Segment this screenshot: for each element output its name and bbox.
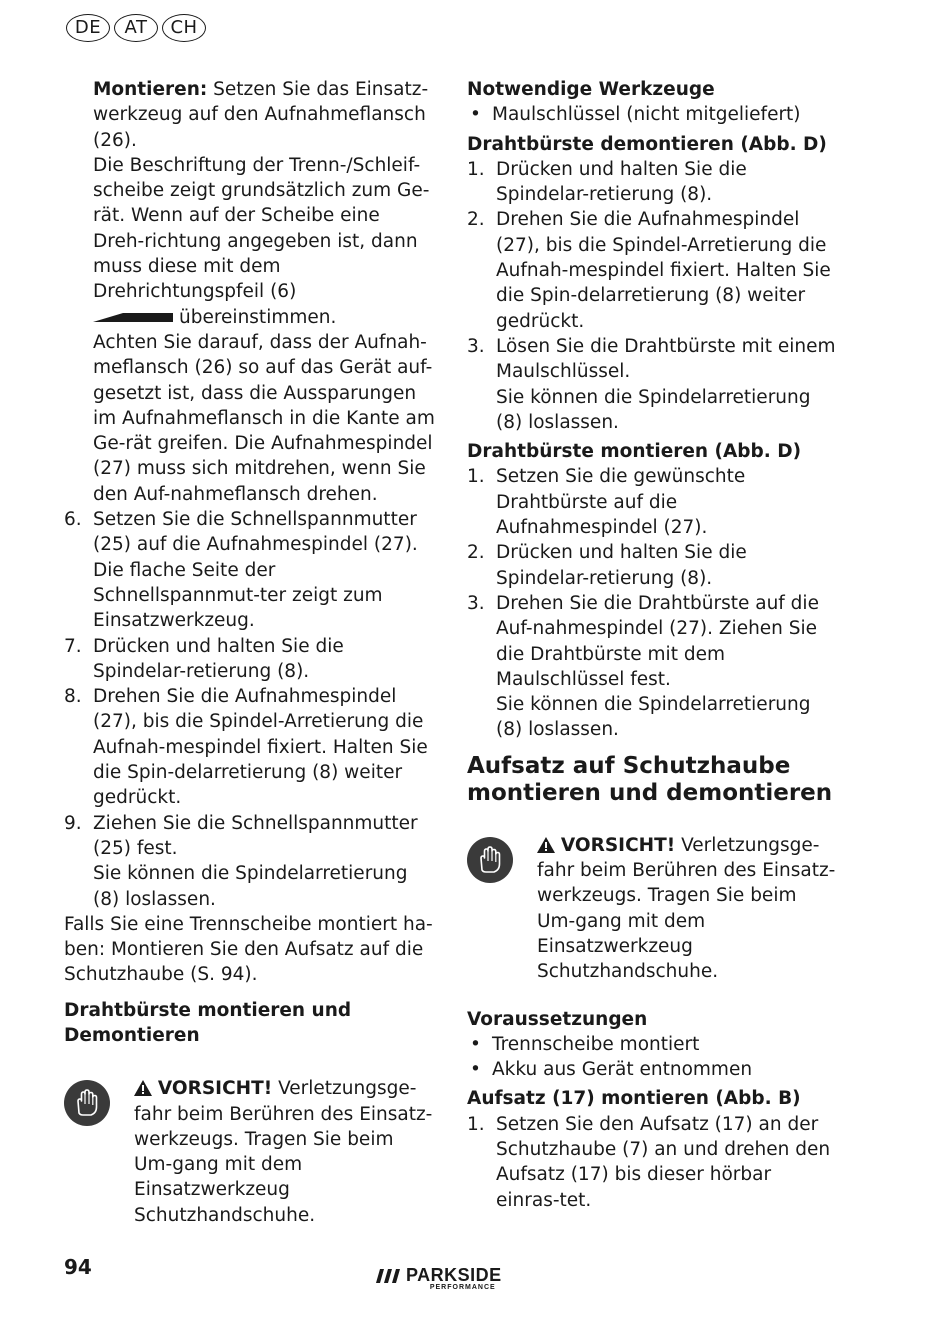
glove-icon [64,1080,110,1126]
section-title: Aufsatz auf Schutzhaube montieren und demontieren [467,752,833,806]
glove-icon [467,837,513,883]
step-8: 8. Drehen Sie die Aufnahmespindel (27), bis die Spindel-Arretierung die Aufnah-mespindel fixiert. Halten Sie die Spin-delarretierung (8) weiter gedrückt. [64,686,428,809]
loslassen-note: Sie können die Spindelarretierung (8) loslassen. [93,863,408,910]
warning-triangle-icon [134,1080,152,1096]
country-codes [66,14,206,42]
step-6: 6. Setzen Sie die Schnellspannmutter (25) auf die Aufnahmespindel (27). Die flache Seite der Schnellspannmut-ter zeigt zum Einsatzwerkzeug. [64,509,418,632]
step-7: 7. Drücken und halten Sie die Spindelar-retierung (8). [64,635,344,682]
montieren-paragraph [64,77,436,153]
mont-step-3: 3. Drehen Sie die Drahtbürste auf die Auf-nahmespindel (27). Ziehen Sie die Drahtbürste mit dem Maulschlüssel fest. [467,592,819,690]
demont-step-2: 2. Drehen Sie die Aufnahmespindel (27), bis die Spindel-Arretierung die Aufnah-mespindel fixiert. Halten Sie die Spin-delarretierung (8) weiter gedrückt. [467,209,831,332]
tools-heading: Notwendige Werkzeuge [467,79,715,100]
mont-step-2: 2. Drücken und halten Sie die Spindelar-retierung (8). [467,542,747,589]
mont-step-1: 1. Setzen Sie die gewünschte Drahtbürste auf die Aufnahmespindel (27). [467,466,746,539]
brand-name: PARKSIDE [406,1265,502,1285]
country-at: AT [114,14,158,42]
rotation-arrow-icon [93,309,173,325]
aufsatz-heading: Aufsatz (17) montieren (Abb. B) [467,1088,801,1110]
brand-logo [376,1265,502,1291]
drahtbuerste-heading: Drahtbürste montieren und Demontieren [64,999,352,1046]
step-9: 9. Ziehen Sie die Schnellspannmutter (25) fest. [64,812,418,859]
vor-item-2: • Akku aus Gerät entnommen [470,1059,753,1081]
country-de: DE [66,14,110,42]
right-column [467,77,839,1213]
arrow-line [64,305,436,330]
demont-loslassen: Sie können die Spindelarretierung (8) loslassen. [496,386,811,433]
parkside-stripes-icon [376,1269,400,1283]
demont-step-1: 1. Drücken und halten Sie die Spindelar-retierung (8). [467,158,747,206]
country-ch: CH [162,14,206,42]
warning-text-left: VORSICHT! Verletzungsge-fahr beim Berühren des Einsatz-werkzeugs. Tragen Sie beim Um-gang mit dem Einsatzwerkzeug Schutzhandschuhe. [134,1078,433,1226]
brand-sub: PERFORMANCE [429,1284,496,1291]
achten-paragraph: Achten Sie darauf, dass der Aufnah-meflansch (26) so auf das Gerät auf-gesetzt ist, dass die Aussparungen im Aufnahmeflansch in die Kante am Ge-rät greifen. Die Aufnahmespindel (27) muss sich mitdrehen, wenn Sie den Auf-nahmeflansch drehen. [93,331,435,505]
vor-item-1: • Trennscheibe montiert [470,1033,700,1055]
warning-label-right: VORSICHT! [560,834,676,856]
warning-box-left [64,1076,436,1228]
montieren-label: Montieren: [93,79,208,100]
mont-loslassen: Sie können die Spindelarretierung (8) loslassen. [496,694,811,741]
uebereinstimmen-text: übereinstimmen. [179,306,337,328]
aufsatz-step-1: 1. Setzen Sie den Aufsatz (17) an der Schutzhaube (7) an und drehen den Aufsatz (17) bis dieser hörbar einras-tet. [467,1113,831,1211]
montieren-text: Setzen Sie das Einsatz-werkzeug auf den Aufnahmeflansch (26). [93,79,429,151]
warning-box-right [467,833,839,985]
montieren-heading: Drahtbürste montieren (Abb. D) [467,441,802,463]
demontieren-heading: Drahtbürste demontieren (Abb. D) [467,133,827,155]
demont-step-3: 3. Lösen Sie die Drahtbürste mit einem Maulschlüssel. [467,335,836,383]
warning-text-right: VORSICHT! Verletzungsge-fahr beim Berühren des Einsatz-werkzeugs. Tragen Sie beim Um-gang mit dem Einsatzwerkzeug Schutzhandschuhe. [537,834,836,983]
voraussetzungen-heading: Voraussetzungen [467,1008,648,1030]
beschriftung-paragraph: Die Beschriftung der Trenn-/Schleif-scheibe zeigt grundsätzlich zum Ge-rät. Wenn auf der Scheibe eine Dreh-richtung angegeben ist, dann muss diese mit dem Drehrichtungspfeil (6) [93,154,430,303]
page-number: 94 [64,1255,92,1279]
tools-item: • Maulschlüssel (nicht mitgeliefert) [470,104,801,126]
warning-label-left: VORSICHT! [157,1078,273,1100]
left-column [64,77,436,1228]
falls-paragraph: Falls Sie eine Trennscheibe montiert ha-ben: Montieren Sie den Aufsatz auf die Schutzhaube (S. 94). [64,913,433,986]
warning-triangle-icon [537,837,555,853]
